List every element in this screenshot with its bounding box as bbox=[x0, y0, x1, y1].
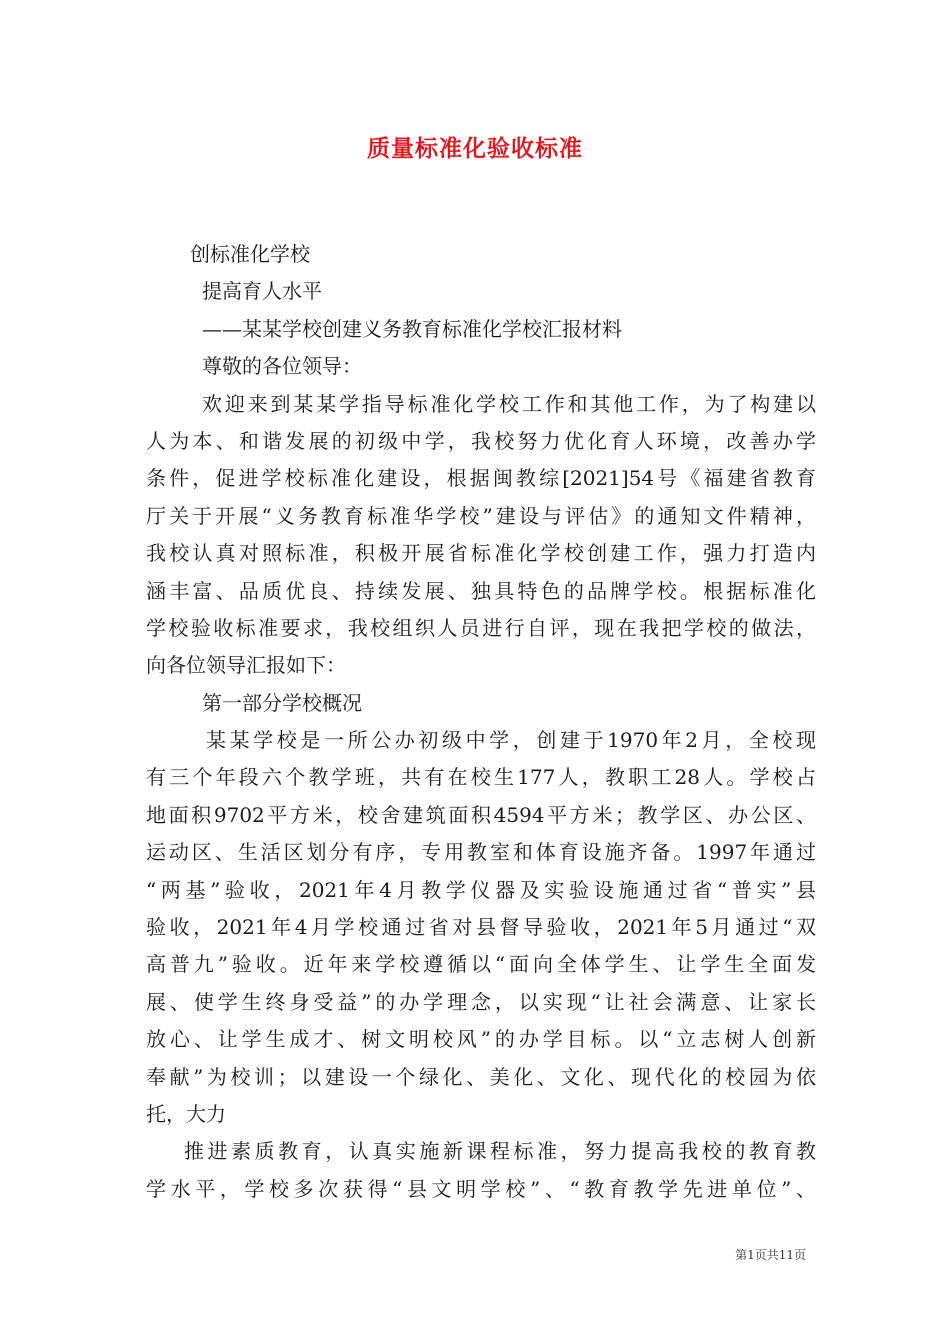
document-title: 质量标准化验收标准 bbox=[367, 135, 583, 162]
text-line: 条件，促进学校标准化建设，根据闽教综[2021]54号《福建省教育 bbox=[146, 466, 816, 491]
text-line: 验收，2021年4月学校通过省对县督导验收，2021年5月通过“双 bbox=[146, 915, 816, 940]
text-line: 地面积9702平方米，校舍建筑面积4594平方米；教学区、办公区、 bbox=[146, 802, 816, 827]
text-line: 提高育人水平 bbox=[202, 279, 322, 304]
page-indicator: 第1页共11页 bbox=[735, 1248, 806, 1262]
text-line: 尊敬的各位领导： bbox=[202, 354, 362, 379]
text-line: 我校认真对照标准，积极开展省标准化学校创建工作，强力打造内 bbox=[146, 541, 816, 566]
section-heading: 第一部分学校概况 bbox=[202, 690, 362, 715]
text-line: 有三个年段六个教学班，共有在校生177人，教职工28人。学校占 bbox=[146, 765, 816, 790]
text-line: 放心、让学生成才、树文明校风”的办学目标。以“立志树人创新 bbox=[146, 1027, 816, 1052]
text-line: ——某某学校创建义务教育标准化学校汇报材料 bbox=[202, 316, 622, 341]
text-line: 学校验收标准要求，我校组织人员进行自评，现在我把学校的做法， bbox=[146, 615, 816, 640]
text-line: “两基”验收，2021年4月教学仪器及实验设施通过省“普实”县 bbox=[146, 877, 816, 902]
text-line: 人为本、和谐发展的初级中学，我校努力优化育人环境，改善办学 bbox=[146, 428, 816, 453]
text-line: 展、使学生终身受益”的办学理念，以实现“让社会满意、让家长 bbox=[146, 989, 816, 1014]
text-line: 推进素质教育，认真实施新课程标准，努力提高我校的教育教 bbox=[184, 1139, 816, 1164]
text-line: 欢迎来到某某学指导标准化学校工作和其他工作，为了构建以 bbox=[202, 391, 816, 416]
text-line: 托，大力 bbox=[146, 1101, 226, 1126]
text-line: 涵丰富、品质优良、持续发展、独具特色的品牌学校。根据标准化 bbox=[146, 578, 816, 603]
document-body bbox=[146, 236, 816, 1208]
text-line: 创标准化学校 bbox=[190, 242, 310, 266]
text-line: 高普九”验收。近年来学校遵循以“面向全体学生、让学生全面发 bbox=[146, 952, 816, 977]
text-line: 学水平，学校多次获得“县文明学校”、“教育教学先进单位”、 bbox=[146, 1176, 816, 1201]
text-line: 奉献”为校训；以建设一个绿化、美化、文化、现代化的校园为依 bbox=[146, 1064, 816, 1089]
text-line: 运动区、生活区划分有序，专用教室和体育设施齐备。1997年通过 bbox=[146, 840, 816, 865]
text-line: 某某学校是一所公办初级中学，创建于1970年2月，全校现 bbox=[206, 728, 816, 753]
text-line: 厅关于开展“义务教育标准华学校”建设与评估》的通知文件精神， bbox=[146, 503, 816, 528]
text-line: 向各位领导汇报如下： bbox=[146, 653, 346, 678]
